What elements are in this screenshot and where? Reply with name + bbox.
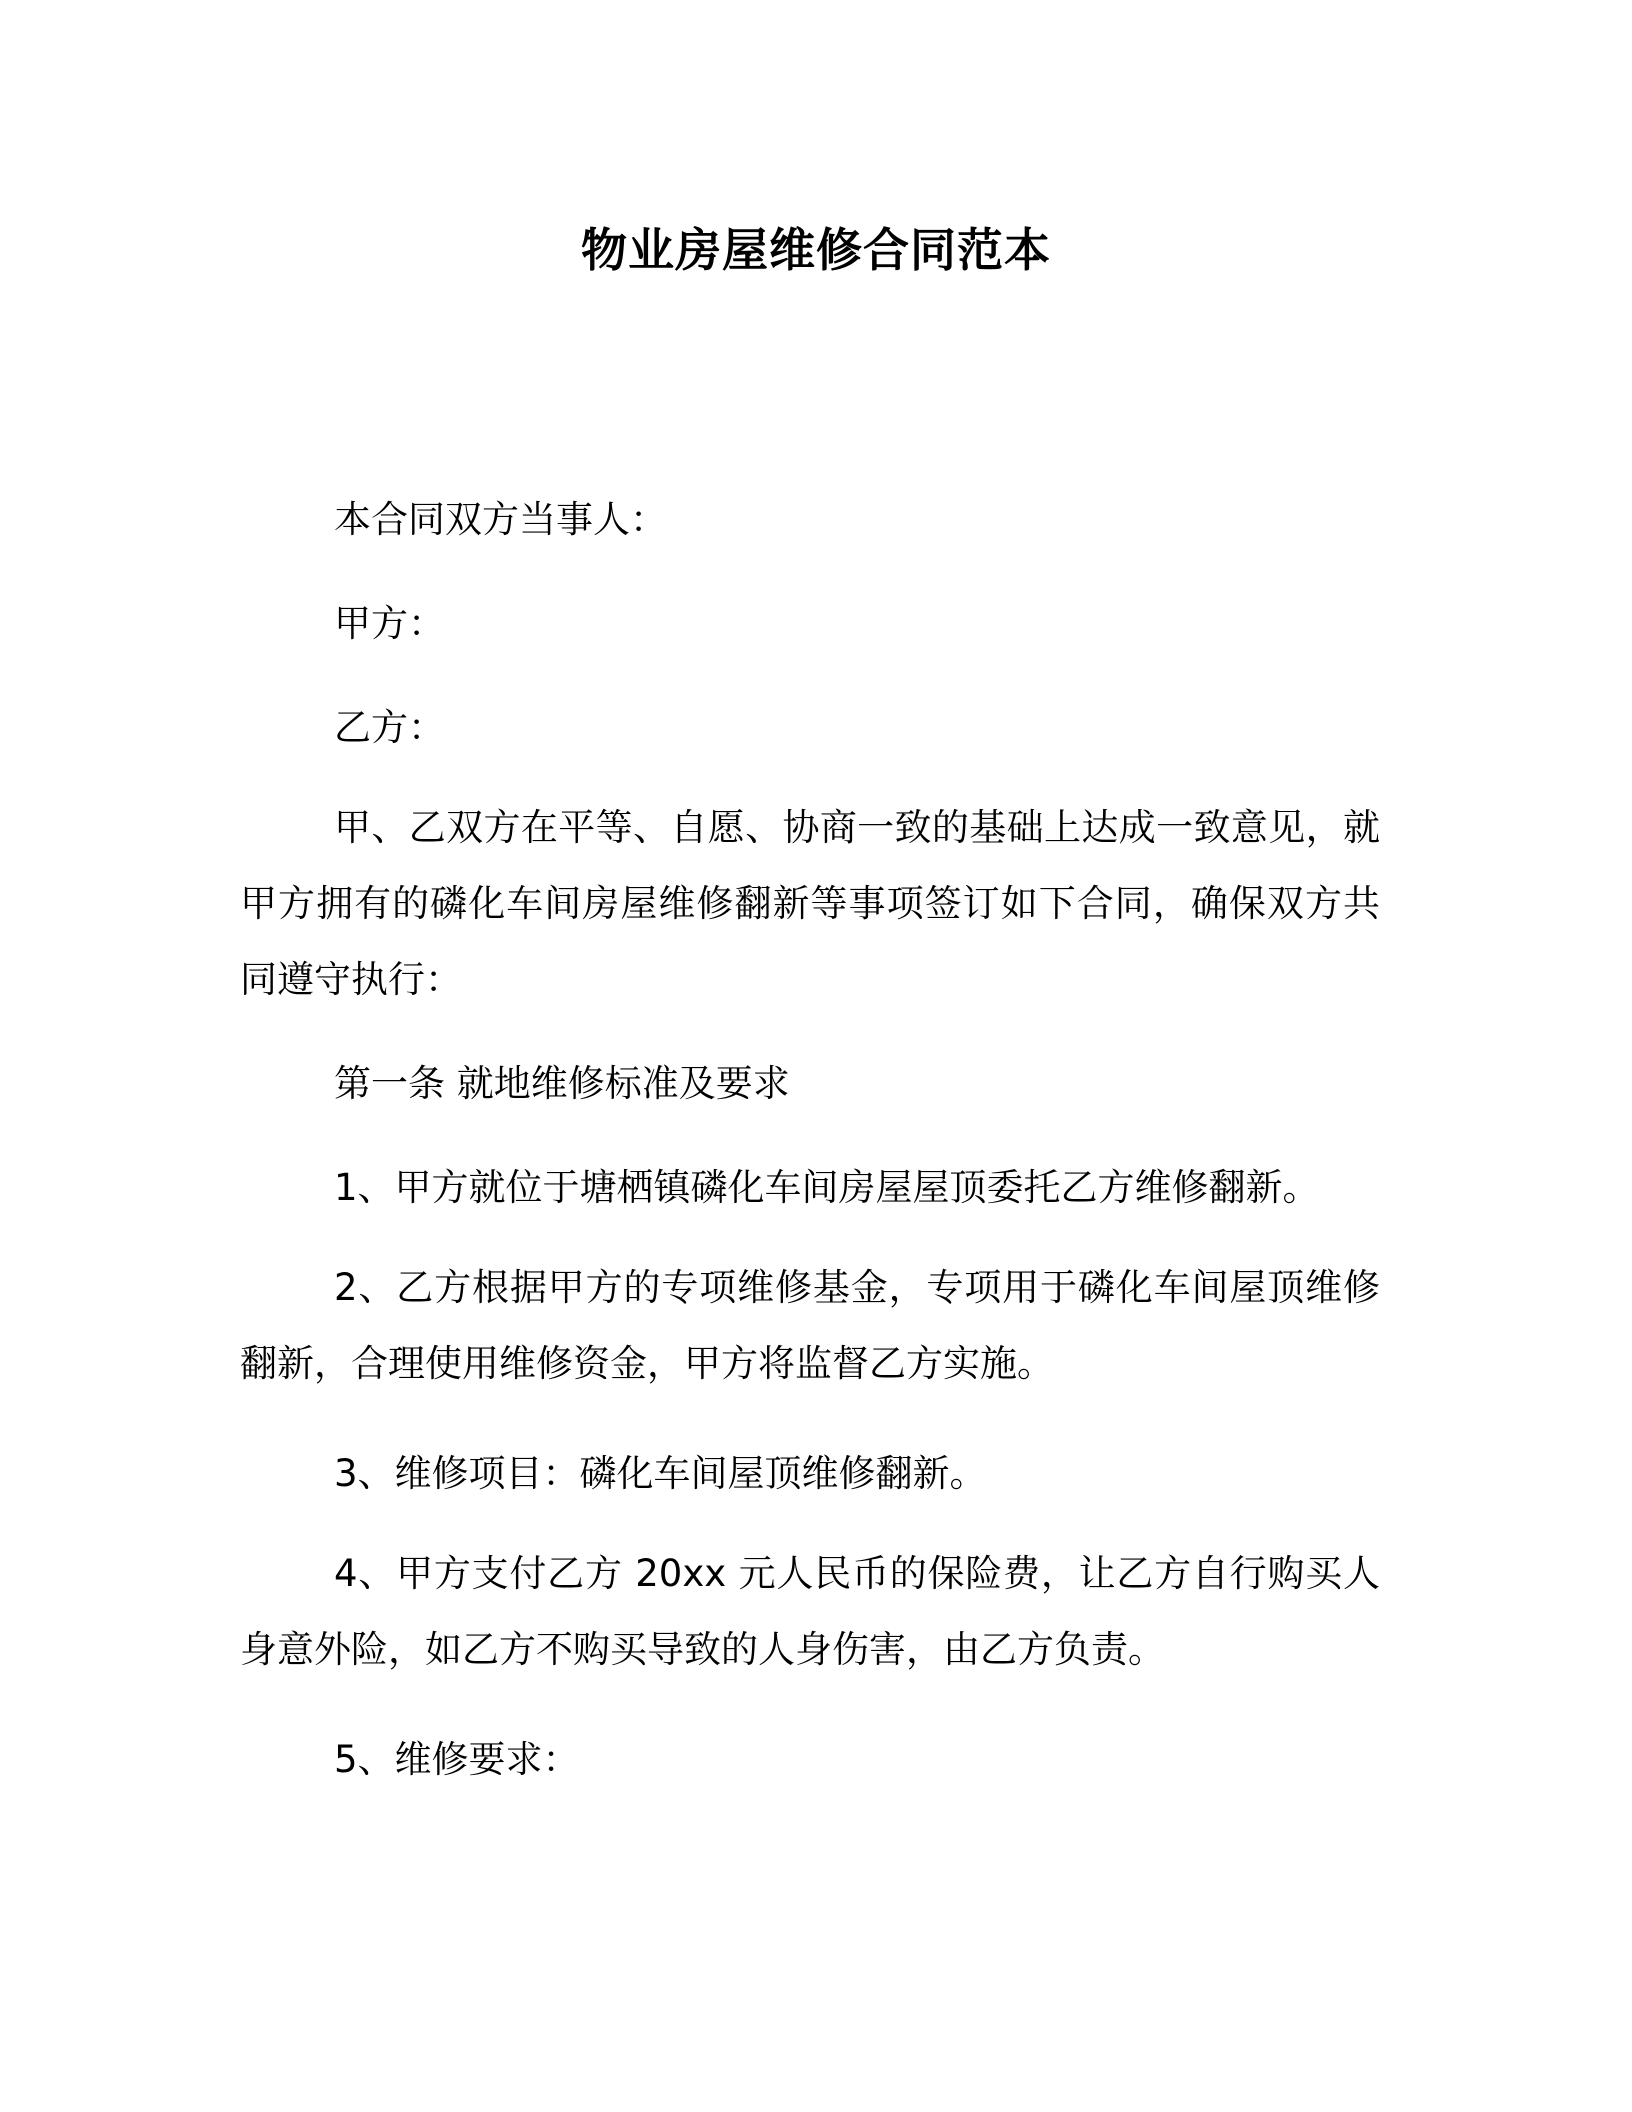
preamble-paragraph: 甲、乙双方在平等、自愿、协商一致的基础上达成一致意见，就甲方拥有的磷化车间房屋维修翻新等事项签订如下合同，确保双方共同遵守执行： (240, 806, 1380, 1001)
clause-2: 2、乙方根据甲方的专项维修基金，专项用于磷化车间屋顶维修翻新，合理使用维修资金，甲方将监督乙方实施。 (240, 1266, 1380, 1385)
party-b-label: 乙方： (334, 706, 445, 749)
clause-4: 4、甲方支付乙方 20xx 元人民币的保险费，让乙方自行购买人身意外险，如乙方不购买导致的人身伤害，由乙方负责。 (240, 1552, 1380, 1671)
document-title: 物业房屋维修合同范本 (581, 223, 1051, 277)
clause-3: 3、维修项目：磷化车间屋顶维修翻新。 (334, 1452, 987, 1495)
clause-5: 5、维修要求： (334, 1738, 580, 1781)
party-a-label: 甲方： (334, 602, 445, 645)
parties-intro: 本合同双方当事人： (334, 498, 667, 541)
clause-1: 1、甲方就位于塘栖镇磷化车间房屋屋顶委托乙方维修翻新。 (334, 1166, 1320, 1209)
article-1-heading: 第一条 就地维修标准及要求 (334, 1062, 790, 1105)
